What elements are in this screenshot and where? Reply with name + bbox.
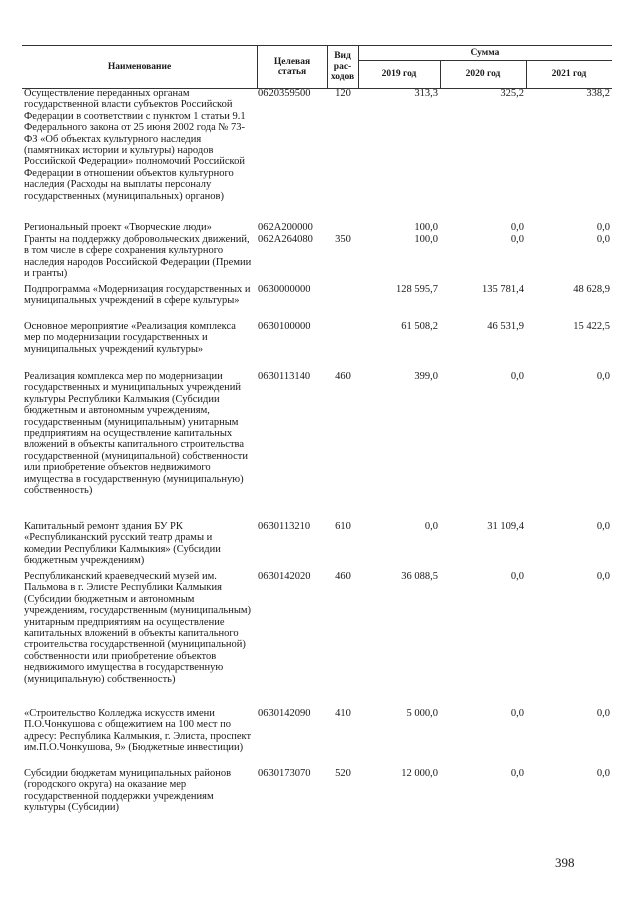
row-name: Осуществление переданных органам государственной власти субъектов Российской Федерации в соответствии с пунктом 1 статьи 9.1 Федерального закона от 25 июня 2002 года № 73-ФЗ «Об объектах культурного наследия (памятниках истории и культуры) народов Российской Федерации» полномочий Российской Федерации в отношении объектов культурного наследия (Расходы на выплаты персоналу государственных (муниципальных) органов) — [24, 88, 246, 202]
row-code: 0620359500 — [258, 88, 311, 99]
table-row — [22, 222, 612, 234]
row-name: Капитальный ремонт здания БУ РК «Республиканский русский театр драмы и комедии Республики Калмыкия» (Субсидии бюджетным учреждениям) — [24, 521, 221, 567]
table-row — [22, 708, 612, 768]
row-2021: 0,0 — [596, 222, 610, 233]
row-2019: 399,0 — [414, 371, 438, 382]
row-2019: 100,0 — [414, 234, 438, 245]
row-vid: 460 — [335, 371, 351, 382]
row-name: Гранты на поддержку добровольческих движений, в том числе в сфере сохранения культурного наследия народов Российской Федерации (Премии и гранты) — [24, 234, 252, 280]
header-code: Целевая статья — [273, 56, 311, 77]
table-row — [22, 88, 612, 222]
table-row — [22, 234, 612, 284]
row-2021: 0,0 — [596, 234, 610, 245]
row-name: «Строительство Колледжа искусств имени П.О.Чонкушова с общежитием на 100 мест по адресу: Республика Калмыкия, г. Элиста, проспект им.П.О.Чонкушова, 9» (Бюджетные инвестиции) — [24, 708, 252, 754]
row-code: 0630142020 — [258, 571, 311, 582]
table-row — [22, 768, 612, 818]
row-code: 0630142090 — [258, 708, 311, 719]
row-2020: 0,0 — [510, 234, 524, 245]
row-2020: 325,2 — [500, 88, 524, 99]
row-2021: 15 422,5 — [573, 321, 610, 332]
row-2021: 0,0 — [596, 521, 610, 532]
row-vid: 520 — [335, 768, 351, 779]
row-2019: 0,0 — [424, 521, 438, 532]
row-vid: 120 — [335, 88, 351, 99]
row-2019: 128 595,7 — [396, 284, 438, 295]
table-row — [22, 521, 612, 571]
header-2020: 2020 год — [465, 68, 501, 79]
header-vid: Вид рас-ходов — [330, 51, 355, 83]
table-row — [22, 321, 612, 371]
row-2021: 0,0 — [596, 708, 610, 719]
row-2019: 5 000,0 — [406, 708, 438, 719]
row-2020: 46 531,9 — [487, 321, 524, 332]
row-2020: 31 109,4 — [487, 521, 524, 532]
row-2021: 0,0 — [596, 768, 610, 779]
table-header — [22, 45, 612, 89]
row-code: 062А200000 — [258, 222, 313, 233]
row-2021: 48 628,9 — [573, 284, 610, 295]
row-2019: 12 000,0 — [401, 768, 438, 779]
row-name: Субсидии бюджетам муниципальных районов (городского округа) на оказание мер государственной поддержки учреждениям культуры (Субсидии) — [24, 768, 232, 814]
row-2020: 0,0 — [510, 768, 524, 779]
row-vid: 610 — [335, 521, 351, 532]
row-2019: 313,3 — [414, 88, 438, 99]
row-code: 0630113140 — [258, 371, 311, 382]
row-2021: 0,0 — [596, 571, 610, 582]
row-code: 0630173070 — [258, 768, 311, 779]
header-name: Наименование — [107, 61, 172, 72]
row-name: Подпрограмма «Модернизация государственных и муниципальных учреждений в сфере культуры» — [24, 284, 251, 307]
table-body — [22, 88, 612, 818]
row-name: Республиканский краеведческий музей им. Пальмова в г. Элисте Республики Калмыкия (Субсидии бюджетным и автономным учреждениям, государственным (муниципальным) унитарным предприятиям на осуществление капитальных вложений в объекты капитального строительства государственной (муниципальной) собственности или приобретение объектов недвижимого имущества в государственную (муниципальную) собственность) — [24, 571, 252, 685]
row-vid: 350 — [335, 234, 351, 245]
row-2020: 0,0 — [510, 571, 524, 582]
row-2019: 36 088,5 — [401, 571, 438, 582]
row-name: Региональный проект «Творческие люди» — [24, 222, 212, 233]
row-2020: 135 781,4 — [482, 284, 524, 295]
row-vid: 460 — [335, 571, 351, 582]
row-name: Реализация комплекса мер по модернизации государственных и муниципальных учреждений культуры Республики Калмыкия (Субсидии бюджетным и автономным учреждениям, государственным (муниципальным) унитарным предприятиям на осуществление капитальных вложений в объекты капитального строительства государственной (муниципальной) собственности или приобретение объектов недвижимого имущества в государственную (муниципальную) собственность) — [24, 371, 249, 497]
row-2019: 100,0 — [414, 222, 438, 233]
header-sum: Сумма — [470, 47, 500, 58]
row-code: 0630000000 — [258, 284, 311, 295]
row-name: Основное мероприятие «Реализация комплекса мер по модернизации государственных и муниципальных учреждений культуры» — [24, 321, 236, 355]
table-row — [22, 571, 612, 708]
row-2021: 338,2 — [586, 88, 610, 99]
row-code: 0630100000 — [258, 321, 311, 332]
row-2020: 0,0 — [510, 371, 524, 382]
header-2021: 2021 год — [551, 68, 587, 79]
row-2020: 0,0 — [510, 708, 524, 719]
row-2019: 61 508,2 — [401, 321, 438, 332]
row-vid: 410 — [335, 708, 351, 719]
row-2020: 0,0 — [510, 222, 524, 233]
table-row — [22, 284, 612, 321]
row-code: 0630113210 — [258, 521, 311, 532]
row-2021: 0,0 — [596, 371, 610, 382]
page-number: 398 — [555, 855, 575, 870]
table-row — [22, 371, 612, 521]
header-2019: 2019 год — [381, 68, 417, 79]
row-code: 062А264080 — [258, 234, 313, 245]
